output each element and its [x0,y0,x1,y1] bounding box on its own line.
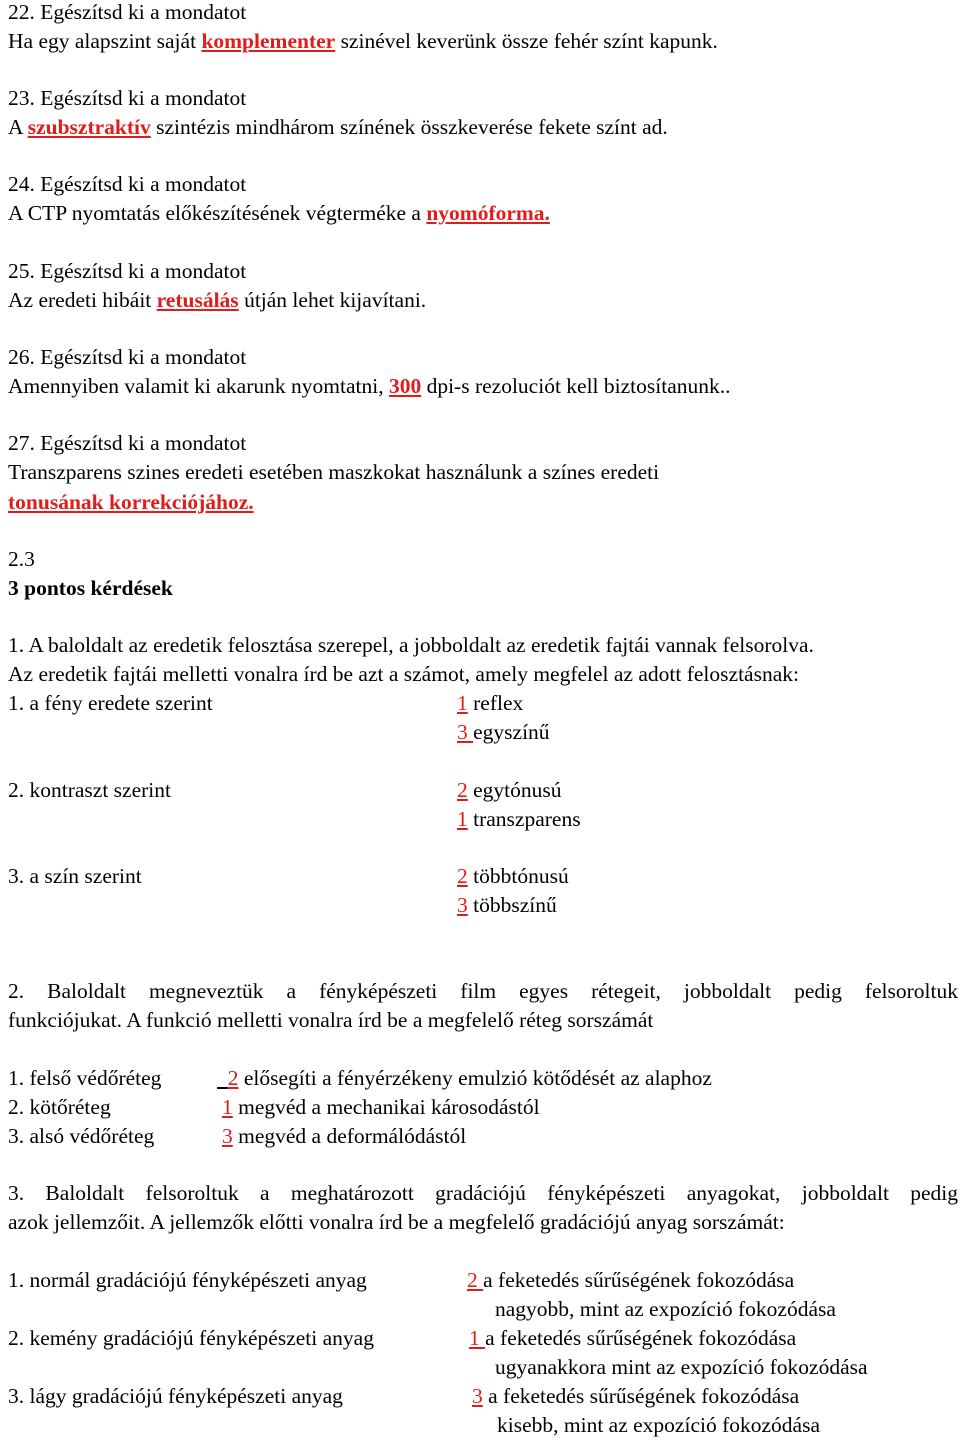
task3-answer-row [469,1324,796,1353]
task1-answer-number: 2 [457,864,468,888]
task3-answer-number: 3 [472,1384,483,1408]
task2-answer-text: elősegíti a fényérzékeny emulzió kötődését az alaphoz [243,1066,712,1090]
q25-pre: Az eredeti hibáit [8,288,157,312]
task3-line2: azok jellemzőit. A jellemzők előtti vonalra írd be a megfelelő gradációjú anyag sorszámát: [8,1210,785,1234]
task1-answer-text: többszínű [473,893,557,917]
task1-answer-number: 1 [457,691,468,715]
q27-title: 27. Egészítsd ki a mondatot [8,431,247,455]
q24-title: 24. Egészítsd ki a mondatot [8,172,247,196]
task2-answer-text: megvéd a deformálódástól [238,1124,467,1148]
task1-answer-row [457,805,581,834]
task2-answer-row [222,1122,466,1151]
task3-line1: 3. Baloldalt felsoroltuk a meghatározott gradációjú fényképészeti anyagokat, jobboldalt pedig [8,1181,958,1205]
q22-answer: komplementer [201,29,336,53]
q26-title: 26. Egészítsd ki a mondatot [8,345,247,369]
q26-post: dpi-s rezoluciót kell biztosítanunk.. [421,374,731,398]
task1-answer-row [457,891,557,920]
task1-line1: 1. A baloldalt az eredetik felosztása szerepel, a jobboldalt az eredetik fajtái vannak felsorolva. [8,633,814,657]
q22-post: szinével keverünk össze fehér színt kapunk. [335,29,718,53]
task3-answer-row [467,1266,794,1295]
task2-line2: funkciójukat. A funkció melletti vonalra írd be a megfelelő réteg sorszámát [8,1008,654,1032]
q25-sentence [8,286,426,315]
q26-pre: Amennyiben valamit ki akarunk nyomtatni, [8,374,389,398]
task2-answer-number: 1 [222,1095,233,1119]
task3-left-1: 1. normál gradációjú fényképészeti anyag [8,1268,367,1292]
task3-answer-number: 2 [467,1268,484,1292]
q22-title: 22. Egészítsd ki a mondatot [8,0,247,24]
q24-answer: nyomóforma. [426,201,550,225]
task3-answer-text: a feketedés sűrűségének fokozódása [488,1384,800,1408]
task1-line2: Az eredetik fajtái melletti vonalra írd be azt a számot, amely megfelel az adott felosztásnak: [8,662,799,686]
q26-answer: 300 [388,374,422,398]
q24-pre: A CTP nyomtatás előkészítésének végterméke a [8,201,427,225]
q24-sentence [8,199,550,228]
task3-left-2: 2. kemény gradációjú fényképészeti anyag [8,1326,374,1350]
q25-answer: retusálás [156,288,239,312]
task3-left-3: 3. lágy gradációjú fényképészeti anyag [8,1384,343,1408]
section-title: 3 pontos kérdések [8,576,173,600]
task1-answer-row [457,776,562,805]
q23-pre: A [8,115,28,139]
task2-answer-number: 2 [227,1066,239,1090]
q27-line1: Transzparens szines eredeti esetében maszkokat használunk a színes eredeti [8,460,660,484]
task2-answer-row [217,1064,712,1093]
task1-answer-number: 3 [457,720,474,744]
task1-answer-text: egytónusú [473,778,562,802]
task3-answer-cont: kisebb, mint az expozíció fokozódása [497,1413,820,1437]
q23-sentence [8,113,668,142]
task1-left-1: 1. a fény eredete szerint [8,691,213,715]
task3-answer-text: a feketedés sűrűségének fokozódása [483,1268,795,1292]
task1-left-2: 2. kontraszt szerint [8,778,171,802]
task1-left-3: 3. a szín szerint [8,864,142,888]
q26-sentence [8,372,731,401]
task2-left-2: 2. kötőréteg [8,1095,111,1119]
task1-answer-text: többtónusú [473,864,569,888]
q25-title: 25. Egészítsd ki a mondatot [8,259,247,283]
task2-left-3: 3. alsó védőréteg [8,1124,155,1148]
q22-pre: Ha egy alapszint saját [8,29,202,53]
task1-answer-number: 2 [457,778,468,802]
task1-answer-text: transzparens [473,807,581,831]
task1-answer-row [457,862,569,891]
task3-answer-cont: ugyanakkora mint az expozíció fokozódása [495,1355,868,1379]
q27-answer: tonusának korrekciójához. [8,490,254,514]
task2-answer-number: 3 [222,1124,233,1148]
task2-answer-row [222,1093,540,1122]
q23-answer: szubsztraktív [27,115,151,139]
q22-sentence [8,27,718,56]
q23-title: 23. Egészítsd ki a mondatot [8,86,247,110]
task1-answer-number: 1 [457,807,468,831]
task3-answer-row [472,1382,799,1411]
task1-answer-number: 3 [457,893,468,917]
task3-answer-cont: nagyobb, mint az expozíció fokozódása [495,1297,836,1321]
task1-answer-text: reflex [473,691,524,715]
task2-left-1: 1. felső védőréteg [8,1066,162,1090]
task1-answer-row [457,718,550,747]
task1-answer-text: egyszínű [473,720,550,744]
task1-answer-row [457,689,523,718]
task2-answer-text: megvéd a mechanikai károsodástól [238,1095,540,1119]
section-number: 2.3 [8,547,35,571]
q23-post: szintézis mindhárom színének összkeverése fekete színt ad. [150,115,668,139]
task3-answer-text: a feketedés sűrűségének fokozódása [485,1326,797,1350]
q25-post: útján lehet kijavítani. [238,288,427,312]
task2-line1: 2. Baloldalt megneveztük a fényképészeti film egyes rétegeit, jobboldalt pedig felsoroltuk [8,979,958,1003]
task3-answer-number: 1 [469,1326,486,1350]
